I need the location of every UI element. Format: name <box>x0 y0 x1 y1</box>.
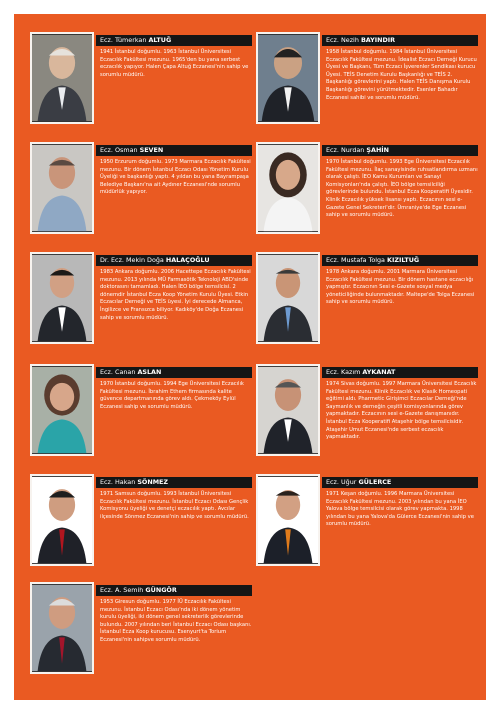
first-name: Nezih <box>340 36 359 44</box>
biography-text: 1983 Ankara doğumlu. 2006 Hacettepe Eczacılık Fakültesi mezunu. 2013 yılında MÜ Farmasötik Teknoloji ABD'sinde doktorasını tamamladı. Halen İEO bölge temsilcisi. 2 dönemdir İstanbul Ecza Koop Yönetim Kurulu Üyesi. Etkin Eczacılar Derneği ve TEİS üyesi. İyi derecede Almanca, İngilizce ve Fransızca biliyor. Kadıköy'de Doğa Eczanesi sahip ve sorumlu müdürü. <box>100 269 251 321</box>
profile-card-seven <box>30 142 252 240</box>
portrait-photo <box>256 474 320 566</box>
name-bar <box>96 585 252 596</box>
biography-text: 1953 Giresun doğumlu. 1977 İÜ Eczacılık Fakültesi mezunu. İstanbul Eczacı Odası'nda iki dönem yönetim kurulu üyeliği, iki dönem genel sekreterlik görevlerinde bulundu. 2007 yılından beri İstanbul Eczacı Odası başkanı. İstanbul Ecza Koop kurucusu. Esenyurt'ta Torium Eczanesi'nin sahipve sorumlu müdürü. <box>100 599 252 643</box>
profile-card-kiziltug <box>256 252 478 350</box>
portrait-photo <box>30 582 94 674</box>
first-name: Kazım <box>340 368 361 376</box>
portrait-photo <box>30 32 94 124</box>
first-name: Mustafa Tolga <box>340 256 385 264</box>
last-name: BAYINDIR <box>360 36 396 44</box>
name-bar <box>96 35 252 46</box>
profile-card-bayindir <box>256 32 478 130</box>
title-label: Ecz. <box>326 36 339 44</box>
portrait-photo <box>256 142 320 234</box>
first-name: Canan <box>114 368 136 376</box>
biography-text: 1970 İstanbul doğumlu. 1994 Ege Üniversitesi Eczacılık Fakültesi mezunu. İbrahim Ethem firmasında kalite güvence departmanında görev aldı. Çekmeköy Eylül Eczanesi sahip ve sorumlu müdürü. <box>100 381 244 410</box>
portrait-photo <box>256 364 320 456</box>
biography-text: 1971 Keşan doğumlu. 1996 Marmara Üniversitesi Eczacılık Fakültesi mezunu. 2003 yılından bu yana İEO Yalova bölge temsilcisi olarak görev yapmakta. 1998 yılından bu yana Yalova'da Gülerce Eczanesi'nin sahip ve sorumlu müdürü. <box>326 491 474 528</box>
biography-text: 1941 İstanbul doğumlu. 1963 İstanbul Üniversitesi Eczacılık Fakültesi mezunu. 1965'den bu yana serbest eczacılık yapıyor. Halen Çapa Altuğ Eczanesi'nin sahip ve sorumlu müdürü. <box>100 49 249 78</box>
name-bar <box>96 367 252 378</box>
title-label: Ecz. <box>100 586 113 594</box>
profile-card-gulerce <box>256 474 478 572</box>
portrait-photo <box>30 364 94 456</box>
title-label: Ecz. <box>100 368 113 376</box>
title-label: Ecz. <box>100 36 113 44</box>
title-label: Ecz. <box>326 146 339 154</box>
name-bar <box>96 145 252 156</box>
profile-card-gungor <box>30 582 252 680</box>
first-name: Uğur <box>340 478 357 486</box>
name-bar <box>96 255 252 266</box>
first-name: Mekin Doğa <box>126 256 164 264</box>
profile-card-aslan <box>30 364 252 462</box>
last-name: GÜNGÖR <box>145 586 177 594</box>
title-label: Dr. Ecz. <box>100 256 124 264</box>
portrait-photo <box>30 142 94 234</box>
last-name: KIZILTUĞ <box>387 256 420 264</box>
name-bar <box>322 367 478 378</box>
name-bar <box>322 477 478 488</box>
portrait-photo <box>256 252 320 344</box>
biography-text: 1950 Erzurum doğumlu. 1973 Marmara Eczacılık Fakültesi mezunu. Bir dönem İstanbul Eczacı Odası Yönetim Kurulu Üyeliği ve başkanlığı yaptı. 4 yıldan bu yana Bayrampaşa Belediye Başkanı'na ait Aydıner Eczanesi'nde sorumlu müdürlük yapıyor. <box>100 159 251 196</box>
title-label: Ecz. <box>100 146 113 154</box>
profile-card-aykanat <box>256 364 478 462</box>
biography-text: 1978 Ankara doğumlu. 2001 Marmara Üniversitesi Eczacılık Fakültesi mezunu. Bir dönem hastane eczacılığı yapmıştır. Eczacının Sesi e-Gazete sosyal medya yöneticiliğinde bulunmaktadır. Maltepe'de Tolga Eczanesi sahip ve sorumlu müdürü. <box>326 269 475 306</box>
name-bar <box>96 477 252 488</box>
title-label: Ecz. <box>326 256 339 264</box>
biography-text: 1970 İstanbul doğumlu. 1993 Ege Üniversitesi Eczacılık Fakültesi mezunu. İlaç sanayisinde ruhsatlandırma uzmanı olarak çalıştı. İEO Kamu Kurumları ve Sanayi Komisyonları'nda çalıştı. İEO bölge temsilciliği görevlerinde bulundu. İstanbul Ecza Kooperatifi Üyesidir. Klinik Eczacılık yüksek lisansı yaptı. Eczacının sesi e-Gazete Genel Sekreteri'dir. Ümraniye'de Ege Eczanesi sahip ve sorumlu müdürü. <box>326 159 478 219</box>
last-name: AYKANAT <box>362 368 396 376</box>
first-name: Nurdan <box>340 146 365 154</box>
title-label: Ecz. <box>326 368 339 376</box>
last-name: SEVEN <box>139 146 164 154</box>
portrait-photo <box>30 474 94 566</box>
name-bar <box>322 35 478 46</box>
last-name: SÖNMEZ <box>137 478 169 486</box>
last-name: GÜLERCE <box>358 478 392 486</box>
last-name: HALAÇOĞLU <box>165 256 210 264</box>
title-label: Ecz. <box>326 478 339 486</box>
profile-card-sonmez <box>30 474 252 572</box>
title-label: Ecz. <box>100 478 113 486</box>
last-name: ASLAN <box>137 368 162 376</box>
profile-card-sahin <box>256 142 478 240</box>
first-name: Hakan <box>114 478 136 486</box>
portrait-photo <box>30 252 94 344</box>
name-bar <box>322 145 478 156</box>
first-name: A. Semih <box>114 586 144 594</box>
biography-text: 1971 Samsun doğumlu. 1993 İstanbul Üniversitesi Eczacılık Fakültesi mezunu. İstanbul Eczacı Odası Gençlik Komisyonu üyeliği ve denetçi eczacılık yaptı. Avcılar ilçesinde Sönmez Eczanesi'nin sahip ve sorumlu müdürü. <box>100 491 249 520</box>
portrait-photo <box>256 32 320 124</box>
first-name: Tümerkan <box>114 36 147 44</box>
name-bar <box>322 255 478 266</box>
first-name: Osman <box>114 146 138 154</box>
profile-card-altug <box>30 32 252 130</box>
biography-text: 1958 İstanbul doğumlu. 1984 İstanbul Üniversitesi Eczacılık Fakültesi mezunu. İdealist Eczacı Derneği Kurucu Üyesi ve Başkanı, Tüm Eczacı İşverenler Sendikası kurucu Üyesi. TEİS Denetim Kurulu Başkanlığı ve TEİS 2. Başkanlığı görevlerini yaptı. Halen TEİS Danışma Kurulu Başkanlığı görevini yürütmektedir. Esenler Bahadır Eczanesi sahibi ve sorumlu müdürü. <box>326 49 477 101</box>
profile-card-halacoglu <box>30 252 252 350</box>
last-name: ŞAHİN <box>366 146 390 154</box>
last-name: ALTUĞ <box>148 36 172 44</box>
biography-text: 1974 Sivas doğumlu. 1997 Marmara Üniversitesi Eczacılık Fakültesi mezunu. Klinik Eczacılık ve Klasik Homeopati eğitimi aldı. Pharmetic Girişimci Eczacılar Derneği'nde Saymanlık ve derneğin çeşitli komisyonlarında görev yapmaktadır. Eczacının sesi e-Gazete danışmanıdır. İstanbul Ecza Kooperatifi Ataşehir bölge temsilcisidir. Ataşehir Umut Eczanesi'nde serbest eczacılık yapmaktadır. <box>326 381 477 441</box>
